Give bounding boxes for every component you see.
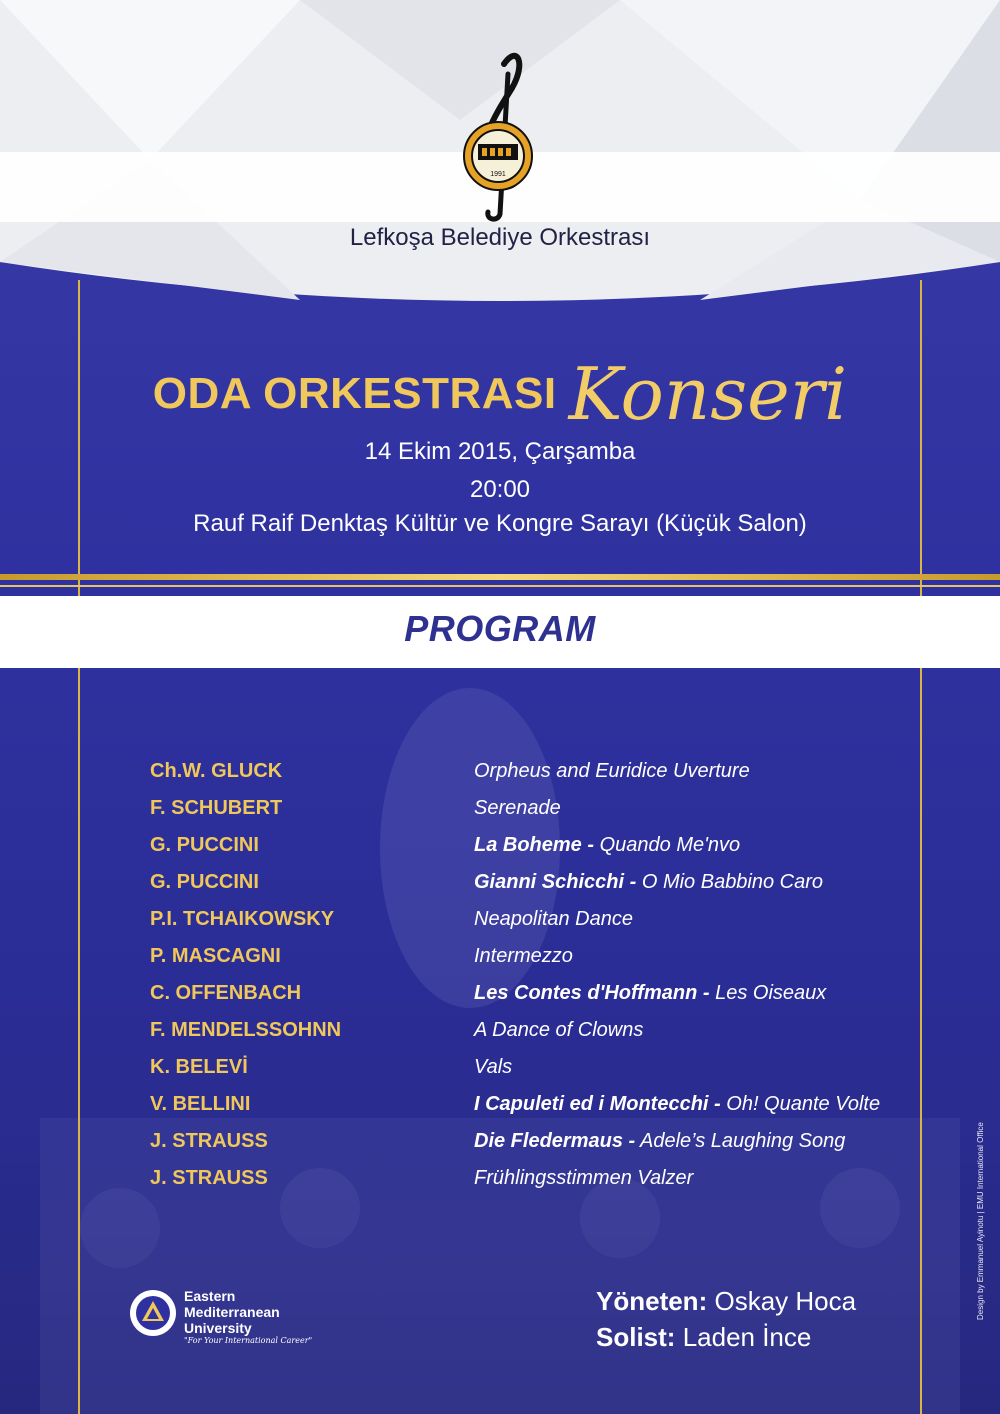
- program-row: [150, 1130, 910, 1167]
- orchestra-logo: [456, 44, 546, 224]
- organization-name: Lefkoşa Belediye Orkestrası: [349, 224, 651, 251]
- opera-title: Les Contes d'Hoffmann -: [474, 982, 710, 1004]
- soloist-name: Laden İnce: [682, 1322, 812, 1352]
- composer-name: G. PUCCINI: [150, 834, 259, 856]
- program-row: [150, 760, 910, 797]
- emu-logo: [128, 1288, 328, 1348]
- credits: [596, 1286, 856, 1358]
- work-title: [474, 908, 633, 931]
- program-row: [150, 834, 910, 871]
- piece-title: A Dance of Clowns: [474, 1019, 644, 1041]
- title-script: Konseri: [568, 352, 848, 436]
- conductor-label: Yöneten:: [596, 1286, 708, 1316]
- piece-title: Les Oiseaux: [715, 982, 827, 1004]
- work-title: [474, 834, 740, 857]
- work-title: [474, 871, 823, 894]
- composer-name: K. BELEVİ: [150, 1056, 248, 1078]
- composer-name: G. PUCCINI: [150, 871, 259, 893]
- gold-divider: [0, 574, 1000, 580]
- piece-title: Frühlingsstimmen Valzer: [474, 1167, 694, 1189]
- event-date: 14 Ekim 2015, Çarşamba: [364, 438, 636, 465]
- emu-emblem-icon: [128, 1288, 178, 1338]
- program-heading: PROGRAM: [404, 608, 596, 649]
- conductor-name: Oskay Hoca: [714, 1286, 857, 1316]
- emu-tagline: "For Your International Career": [184, 1336, 313, 1345]
- emu-name-line1: Eastern: [184, 1288, 236, 1304]
- program-row: [150, 982, 910, 1019]
- piece-title: Oh! Quante Volte: [726, 1093, 881, 1115]
- work-title: [474, 1167, 693, 1190]
- piece-title: O Mio Babbino Caro: [641, 871, 824, 893]
- program-row: [150, 1056, 910, 1093]
- opera-title: Gianni Schicchi -: [474, 871, 637, 893]
- work-title: [474, 760, 750, 783]
- work-title: [474, 982, 826, 1005]
- opera-title: I Capuleti ed i Montecchi -: [474, 1093, 721, 1115]
- work-title: [474, 945, 573, 968]
- program-row: [150, 945, 910, 982]
- program-row: [150, 871, 910, 908]
- soloist-line: [596, 1322, 856, 1358]
- opera-title: Die Fledermaus -: [474, 1130, 636, 1152]
- program-row: [150, 797, 910, 834]
- work-title: [474, 1130, 845, 1153]
- composer-name: F. MENDELSSOHNN: [150, 1019, 342, 1041]
- conductor-line: [596, 1286, 856, 1322]
- work-title: [474, 1019, 643, 1042]
- logo-year: 1991: [490, 171, 506, 178]
- piece-title: Vals: [474, 1056, 513, 1078]
- composer-name: F. SCHUBERT: [150, 797, 283, 819]
- design-credit: Design by Emmanuel Ayinotu | EMU International Office: [976, 1122, 985, 1320]
- work-title: [474, 1093, 880, 1116]
- work-title: [474, 1056, 512, 1079]
- emu-name-line2: Mediterranean: [184, 1304, 280, 1320]
- piece-title: Orpheus and Euridice Uverture: [474, 760, 750, 782]
- piece-title: Quando Me'nvo: [599, 834, 741, 856]
- emu-name-line3: University: [184, 1320, 252, 1336]
- program-row: [150, 908, 910, 945]
- program-row: [150, 1019, 910, 1056]
- program-list: [150, 760, 910, 1204]
- composer-name: Ch.W. GLUCK: [150, 760, 283, 782]
- work-title: [474, 797, 561, 820]
- composer-name: J. STRAUSS: [150, 1167, 268, 1189]
- event-venue: Rauf Raif Denktaş Kültür ve Kongre Sarayı (Küçük Salon): [193, 510, 807, 537]
- event-time: 20:00: [469, 476, 531, 503]
- concert-title: [0, 352, 1000, 436]
- program-row: [150, 1093, 910, 1130]
- composer-name: P.I. TCHAIKOWSKY: [150, 908, 335, 930]
- emu-name: [184, 1288, 280, 1336]
- opera-title: La Boheme -: [474, 834, 595, 856]
- title-main: ODA ORKESTRASI: [152, 369, 557, 418]
- composer-name: J. STRAUSS: [150, 1130, 268, 1152]
- piece-title: Serenade: [474, 797, 561, 819]
- program-row: [150, 1167, 910, 1204]
- piece-title: Adele’s Laughing Song: [640, 1130, 846, 1152]
- composer-name: V. BELLINI: [150, 1093, 251, 1115]
- piece-title: Intermezzo: [474, 945, 573, 967]
- soloist-label: Solist:: [596, 1322, 676, 1352]
- composer-name: P. MASCAGNI: [150, 945, 281, 967]
- piece-title: Neapolitan Dance: [474, 908, 633, 930]
- gold-divider-thin: [0, 585, 1000, 587]
- composer-name: C. OFFENBACH: [150, 982, 302, 1004]
